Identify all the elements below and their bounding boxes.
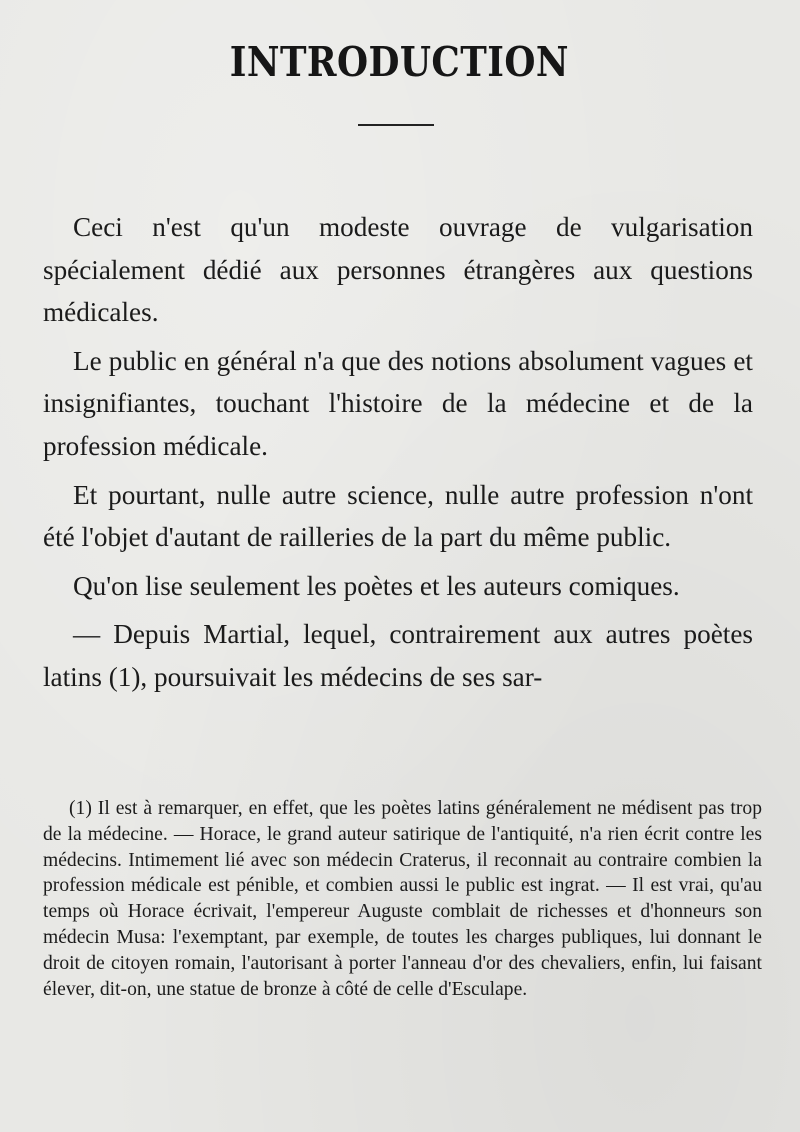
footnote: (1) Il est à remarquer, en effet, que les poètes latins généralement ne médisent pas trop de la médecine. — Horace, le grand auteur satirique de l'antiquité, n'a rien écrit contre les médecins. Intimement lié avec son médecin Craterus, il reconnait au contraire combien la profession médicale est pénible, et combien aussi le public est ingrat. — Il est vrai, qu'au temps où Horace écrivait, l'empereur Auguste comblait de richesses et d'honneurs son médecin Musa: l'exemptant, par exemple, de toutes les charges publiques, lui donnant le droit de citoyen romain, l'autorisant à porter l'anneau d'or des chevaliers, enfin, lui faisant élever, dit-on, une statue de bronze à côté de celle d'Esculape. — [43, 798, 762, 1000]
paragraph: — Depuis Martial, lequel, contrairement aux autres poètes latins (1), poursuivait les médecins de ses sar- — [43, 619, 753, 692]
paragraph: Ceci n'est qu'un modeste ouvrage de vulgarisation spécialement dédié aux personnes étrangères aux questions médicales. — [43, 212, 753, 328]
main-text — [43, 206, 753, 705]
page-title: INTRODUCTION — [229, 38, 569, 86]
paragraph: Et pourtant, nulle autre science, nulle autre profession n'ont été l'objet d'autant de railleries de la part du même public. — [43, 479, 753, 553]
title-divider — [358, 124, 434, 126]
paragraph: Le public en général n'a que des notions absolument vagues et insignifiantes, touchant l'histoire de la médecine et de la profession médicale. — [43, 345, 753, 461]
paragraph: Qu'on lise seulement les poètes et les auteurs comiques. — [73, 570, 680, 601]
